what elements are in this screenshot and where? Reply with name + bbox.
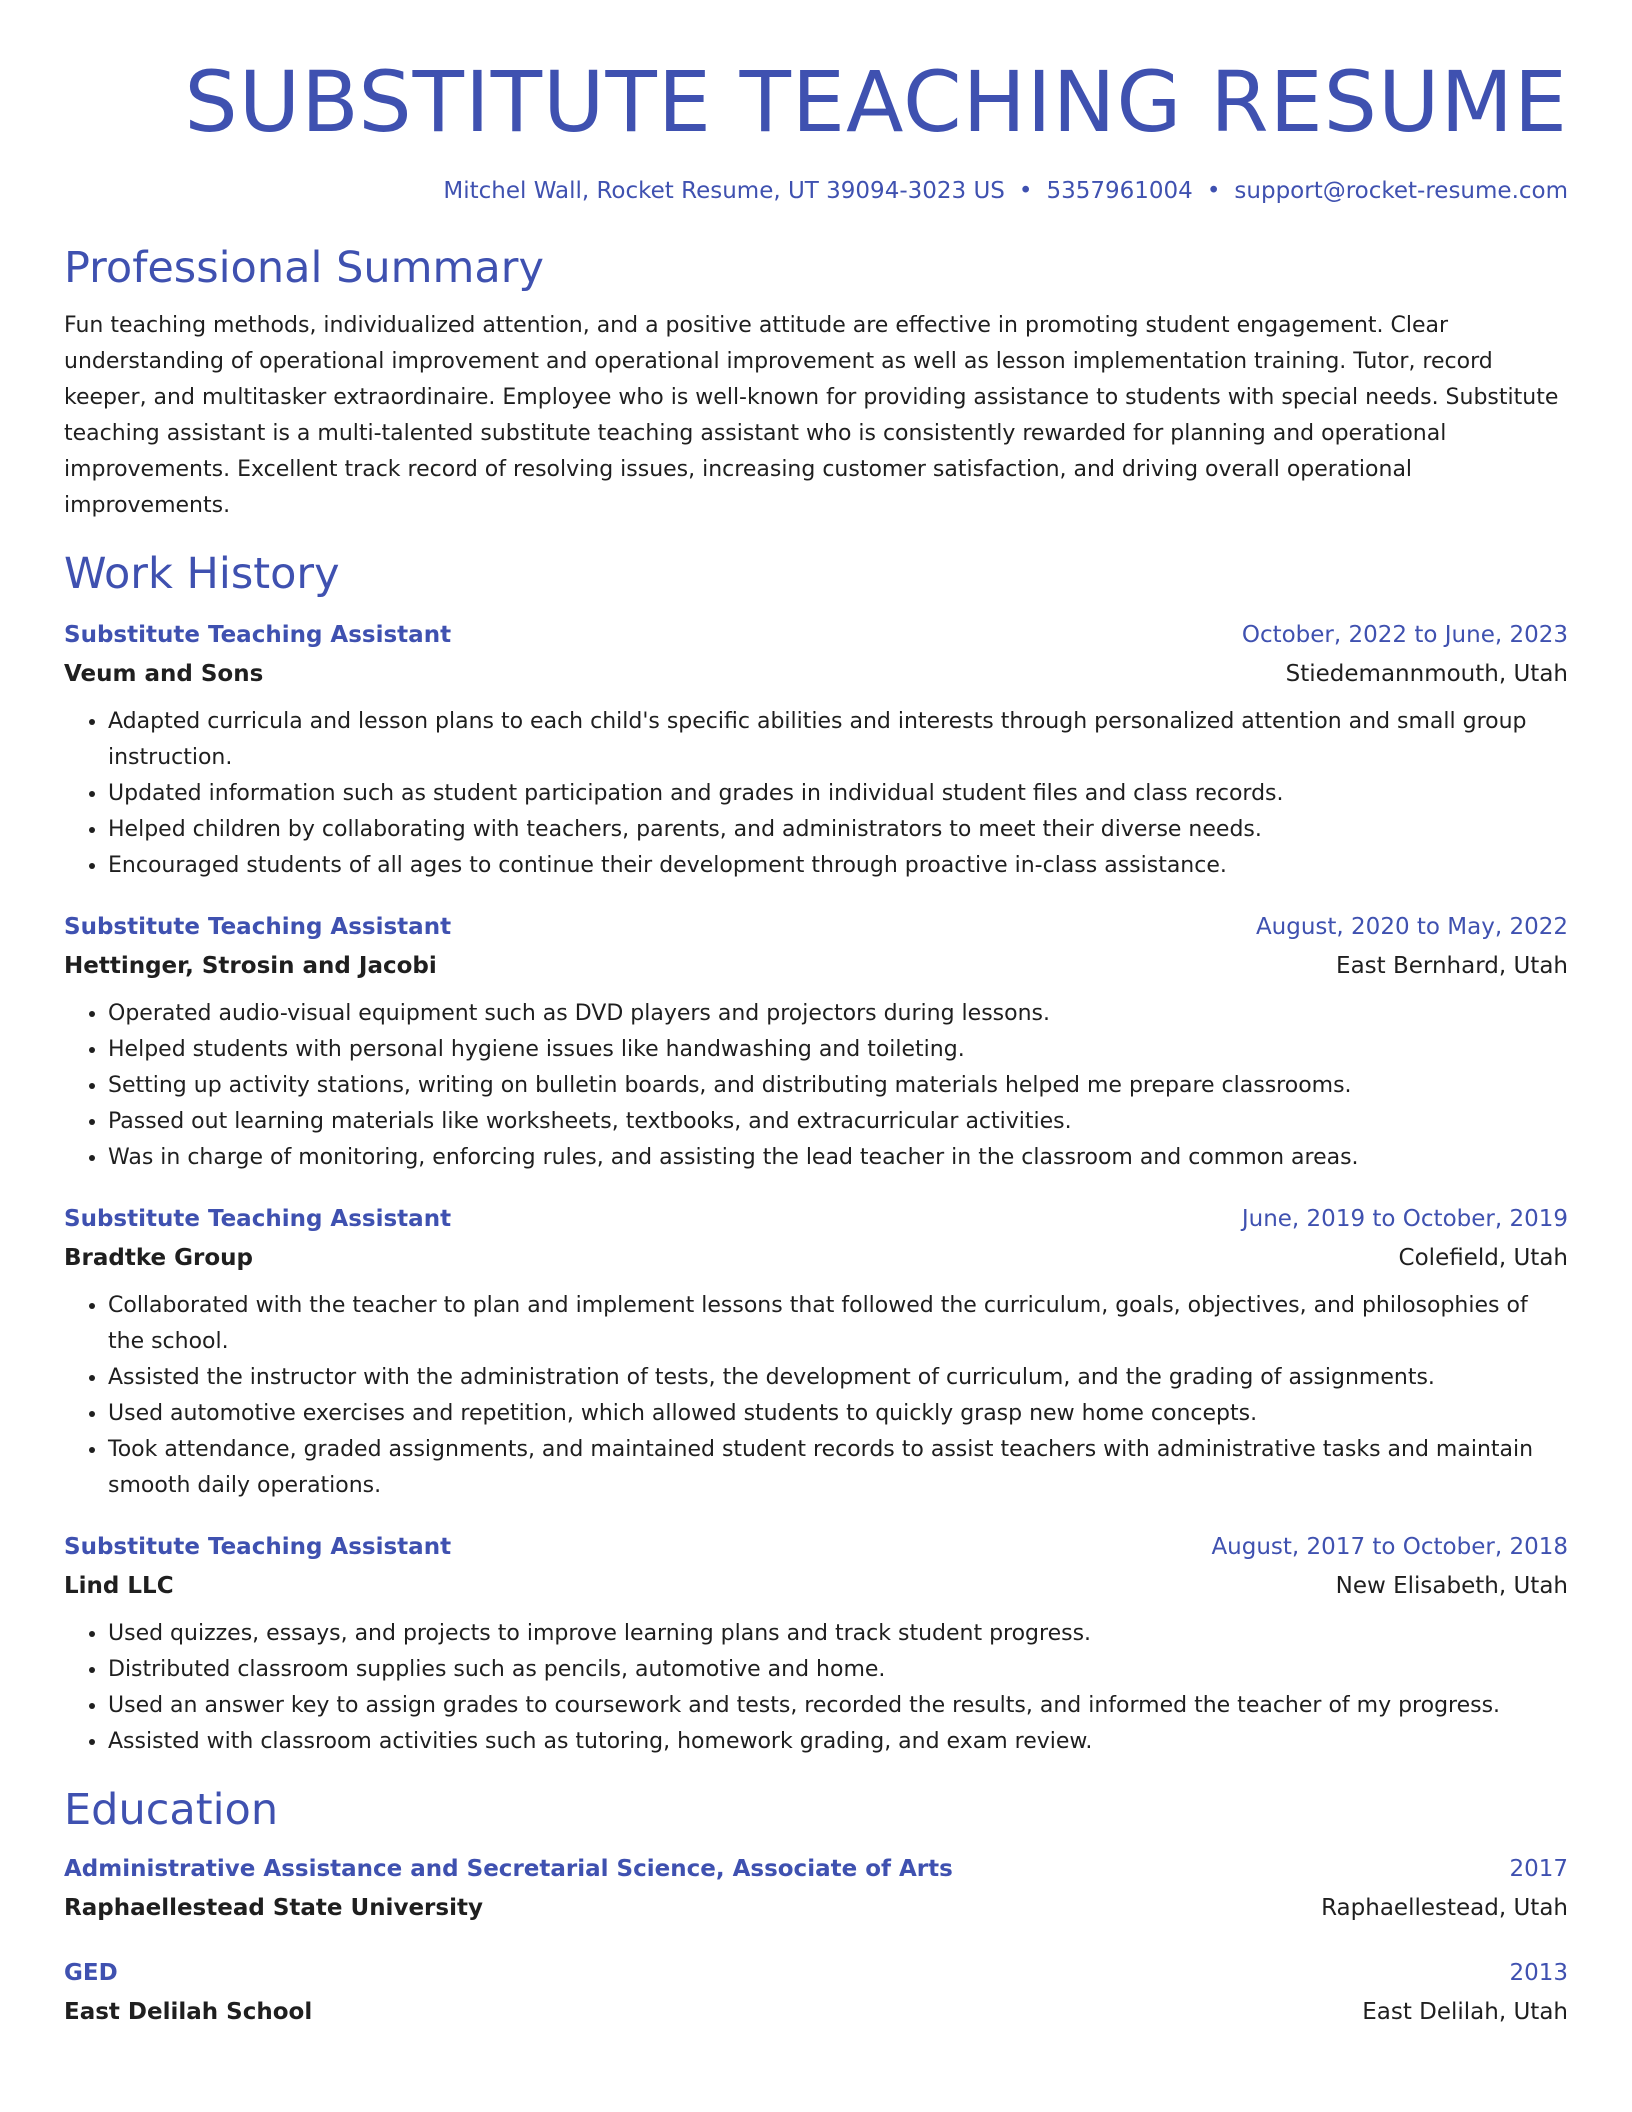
job-bullet: • Used an answer key to assign grades to coursework and tests, recorded the results, and informed the teacher of my progress. (108, 1688, 1568, 1724)
job-bullet: • Helped students with personal hygiene issues like handwashing and toileting. (108, 1032, 1568, 1068)
school-location: Raphaellestead, Utah (1321, 1895, 1568, 1921)
company-name: Bradtke Group (64, 1245, 253, 1271)
school-name: East Delilah School (64, 1999, 313, 2025)
job-company-row (64, 1566, 1568, 1606)
job-location: Colefield, Utah (1398, 1245, 1568, 1271)
job-entry (64, 1528, 1568, 1760)
job-bullet-list (64, 1288, 1568, 1504)
job-header-row (64, 1200, 1568, 1238)
job-title: Substitute Teaching Assistant (64, 622, 452, 648)
document-title: SUBSTITUTE TEACHING RESUME (184, 53, 1568, 151)
job-list (64, 616, 1568, 1760)
education-school-row (64, 1888, 1568, 1928)
education-school-row (64, 1992, 1568, 2032)
job-bullet: • Distributed classroom supplies such as pencils, automotive and home. (108, 1652, 1568, 1688)
job-company-row (64, 1238, 1568, 1278)
contact-line (64, 174, 1568, 208)
job-company-row (64, 654, 1568, 694)
job-dates: October, 2022 to June, 2023 (1241, 622, 1568, 648)
job-bullet: • Was in charge of monitoring, enforcing rules, and assisting the lead teacher in the classroom and common areas. (108, 1140, 1568, 1176)
job-header-row (64, 616, 1568, 654)
job-dates: June, 2019 to October, 2019 (1241, 1206, 1568, 1232)
resume-header (64, 0, 1568, 208)
education-section (64, 1782, 1568, 2032)
job-title: Substitute Teaching Assistant (64, 914, 452, 940)
job-bullet: • Passed out learning materials like worksheets, textbooks, and extracurricular activities. (108, 1104, 1568, 1140)
job-company-row (64, 946, 1568, 986)
education-header-row (64, 1850, 1568, 1888)
job-location: New Elisabeth, Utah (1335, 1573, 1568, 1599)
contact-separator: • (1018, 178, 1033, 204)
job-title: Substitute Teaching Assistant (64, 1534, 452, 1560)
job-bullet: • Updated information such as student participation and grades in individual student files and class records. (108, 776, 1568, 812)
job-bullet: • Assisted the instructor with the administration of tests, the development of curriculum, and the grading of assignments. (108, 1360, 1568, 1396)
job-bullet: • Setting up activity stations, writing on bulletin boards, and distributing materials helped me prepare classrooms. (108, 1068, 1568, 1104)
job-entry (64, 616, 1568, 884)
school-location: East Delilah, Utah (1362, 1999, 1568, 2025)
job-bullet: • Assisted with classroom activities such as tutoring, homework grading, and exam review. (108, 1724, 1568, 1760)
summary-section (64, 240, 1568, 524)
job-bullet-list (64, 1616, 1568, 1760)
contact-separator: • (1206, 178, 1221, 204)
contact-email[interactable]: support@rocket-resume.com (1234, 178, 1568, 204)
job-bullet: • Encouraged students of all ages to continue their development through proactive in-class assistance. (108, 848, 1568, 884)
job-bullet: • Used quizzes, essays, and projects to improve learning plans and track student progress. (108, 1616, 1568, 1652)
summary-text: Fun teaching methods, individualized attention, and a positive attitude are effective in promoting student engagement. Clear understanding of operational improvement and operational improvement as well as lesson implementation training. Tutor, record keeper, and multitasker extraordinaire. Employee who is well-known for providing assistance to students with special needs. Substitute teaching assistant is a multi-talented substitute teaching assistant who is consistently rewarded for planning and operational improvements. Excellent track record of resolving issues, increasing customer satisfaction, and driving overall operational improvements. (64, 313, 1559, 518)
education-heading: Education (64, 1785, 279, 1835)
job-bullet: • Helped children by collaborating with teachers, parents, and administrators to meet their diverse needs. (108, 812, 1568, 848)
job-bullet: • Adapted curricula and lesson plans to each child's specific abilities and interests through personalized attention and small group instruction. (108, 704, 1568, 776)
job-bullet-list (64, 996, 1568, 1176)
contact-phone[interactable]: 5357961004 (1046, 178, 1193, 204)
job-bullet-list (64, 704, 1568, 884)
job-dates: August, 2020 to May, 2022 (1255, 914, 1568, 940)
summary-heading: Professional Summary (64, 243, 544, 293)
degree-name: GED (64, 1960, 118, 1986)
job-header-row (64, 1528, 1568, 1566)
degree-name: Administrative Assistance and Secretarial Science, Associate of Arts (64, 1856, 953, 1882)
contact-address: Mitchel Wall, Rocket Resume, UT 39094-3023 US (443, 178, 1005, 204)
company-name: Veum and Sons (64, 661, 264, 687)
company-name: Hettinger, Strosin and Jacobi (64, 953, 437, 979)
graduation-year: 2017 (1509, 1856, 1568, 1882)
graduation-year: 2013 (1509, 1960, 1568, 1986)
education-list (64, 1850, 1568, 2032)
job-bullet: • Operated audio-visual equipment such as DVD players and projectors during lessons. (108, 996, 1568, 1032)
job-title: Substitute Teaching Assistant (64, 1206, 452, 1232)
education-entry (64, 1954, 1568, 2032)
job-bullet: • Took attendance, graded assignments, and maintained student records to assist teachers with administrative tasks and maintain smooth daily operations. (108, 1432, 1568, 1504)
company-name: Lind LLC (64, 1573, 174, 1599)
job-entry (64, 908, 1568, 1176)
job-dates: August, 2017 to October, 2018 (1211, 1534, 1568, 1560)
work-history-section (64, 546, 1568, 1760)
education-entry (64, 1850, 1568, 1928)
job-entry (64, 1200, 1568, 1504)
education-header-row (64, 1954, 1568, 1992)
work-history-heading: Work History (64, 549, 340, 599)
job-location: Stiedemannmouth, Utah (1285, 661, 1568, 687)
school-name: Raphaellestead State University (64, 1895, 483, 1921)
job-bullet: • Used automotive exercises and repetition, which allowed students to quickly grasp new home concepts. (108, 1396, 1568, 1432)
job-header-row (64, 908, 1568, 946)
job-bullet: • Collaborated with the teacher to plan and implement lessons that followed the curriculum, goals, objectives, and philosophies of the school. (108, 1288, 1568, 1360)
job-location: East Bernhard, Utah (1336, 953, 1568, 979)
